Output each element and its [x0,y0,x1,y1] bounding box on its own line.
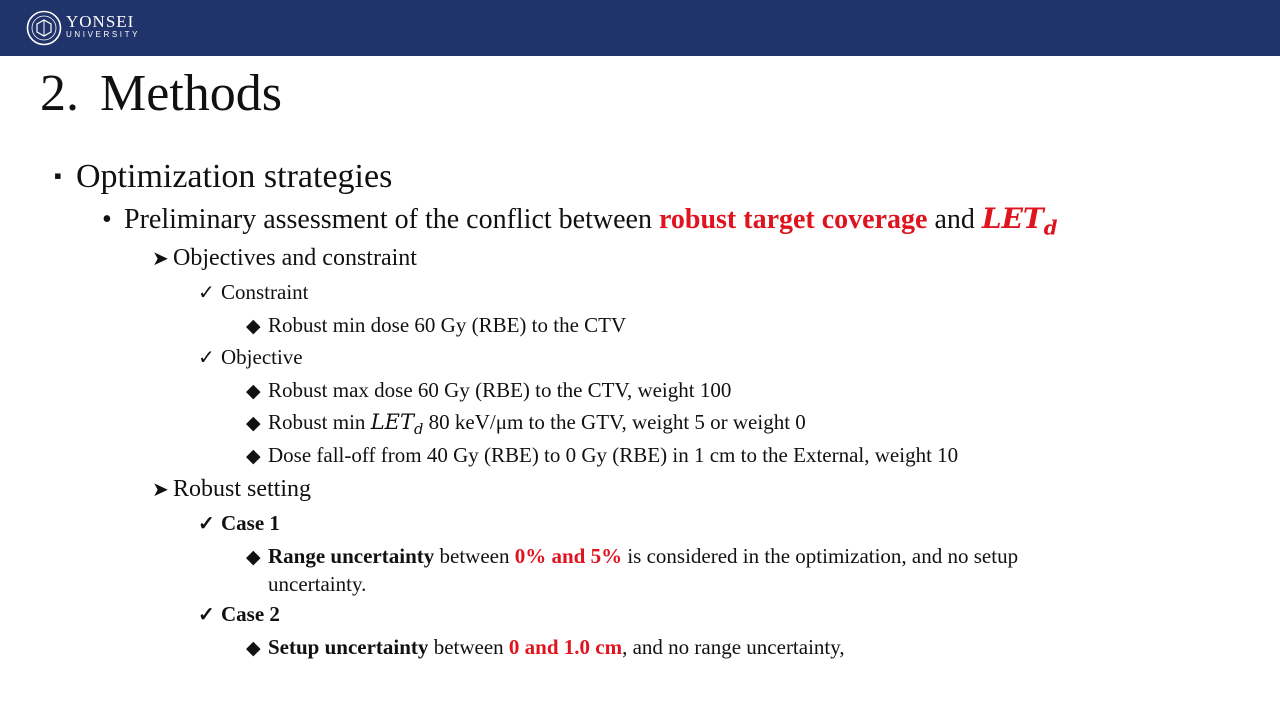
university-seal-icon [26,10,62,46]
robust-heading [152,474,311,505]
university-logo [66,13,140,40]
section-heading [54,156,392,197]
assessment-highlight: robust target coverage [658,204,928,235]
title-text: Methods [100,65,282,122]
diamond-bullet-icon: ◆ [246,316,261,337]
case2-bold: Setup uncertainty [268,635,429,659]
case1-item [246,543,1126,597]
title-number: 2. [40,65,79,122]
case2-mid: between [428,635,509,659]
case1-label: Case 1 [221,511,280,535]
arrow-bullet-icon: ➤ [152,479,169,501]
case2-item [246,634,845,662]
university-subtitle: UNIVERSITY [66,30,141,39]
diamond-bullet-icon: ◆ [246,547,261,568]
case1-rest-2: uncertainty. [268,572,367,596]
objective-item-2-prefix: Robust min [268,410,371,434]
objective-item-1-text: Robust max dose 60 Gy (RBE) to the CTV, weight 100 [268,378,732,402]
constraint-label: Constraint [221,280,309,304]
constraint-item-text: Robust min dose 60 Gy (RBE) to the CTV [268,313,627,337]
slide-title [40,60,282,128]
objective-label: Objective [221,345,303,369]
robust-text: Robust setting [173,476,312,502]
check-bullet-icon: ✓ [198,347,215,369]
arrow-bullet-icon: ➤ [152,248,169,270]
case2-rest: , and no range uncertainty, [622,635,845,659]
constraint-item [246,312,626,340]
case2-label: Case 2 [221,602,280,626]
case2-red: 0 and 1.0 cm [508,635,623,659]
assessment-math: $LET_d$ [981,202,1058,240]
objective-item-3 [246,442,958,470]
section-text: Optimization strategies [76,158,393,195]
objectives-text: Objectives and constraint [173,245,417,271]
diamond-bullet-icon: ◆ [246,446,261,467]
check-bullet-icon: ✓ [198,513,215,535]
objective-heading [198,344,303,371]
assessment-line [102,202,1057,246]
assessment-middle: and [927,204,982,235]
diamond-bullet-icon: ◆ [246,638,261,659]
case1-red: 0% and 5% [514,544,623,568]
case1-mid: between [434,544,515,568]
square-bullet-icon: ▪ [54,163,62,188]
assessment-prefix: Preliminary assessment of the conflict between [124,204,659,235]
objective-item-2-math: $LET_d$ [370,410,424,439]
objective-item-2 [246,409,806,443]
case1-rest-1: is considered in the optimization, and no setup [622,544,1019,568]
objective-item-1 [246,377,731,405]
objective-item-2-suffix: 80 keV/μm to the GTV, weight 5 or weight 0 [423,410,806,434]
check-bullet-icon: ✓ [198,604,215,626]
objectives-heading [152,243,417,274]
case1-heading [198,510,280,537]
case2-heading [198,601,280,628]
check-bullet-icon: ✓ [198,282,215,304]
objective-item-3-text: Dose fall-off from 40 Gy (RBE) to 0 Gy (RBE) in 1 cm to the External, weight 10 [268,443,959,467]
constraint-heading [198,279,309,306]
diamond-bullet-icon: ◆ [246,413,261,434]
university-name: YONSEI [66,12,135,31]
diamond-bullet-icon: ◆ [246,381,261,402]
dot-bullet-icon: • [102,204,112,235]
case1-bold: Range uncertainty [268,544,435,568]
header-bar [0,0,1280,56]
